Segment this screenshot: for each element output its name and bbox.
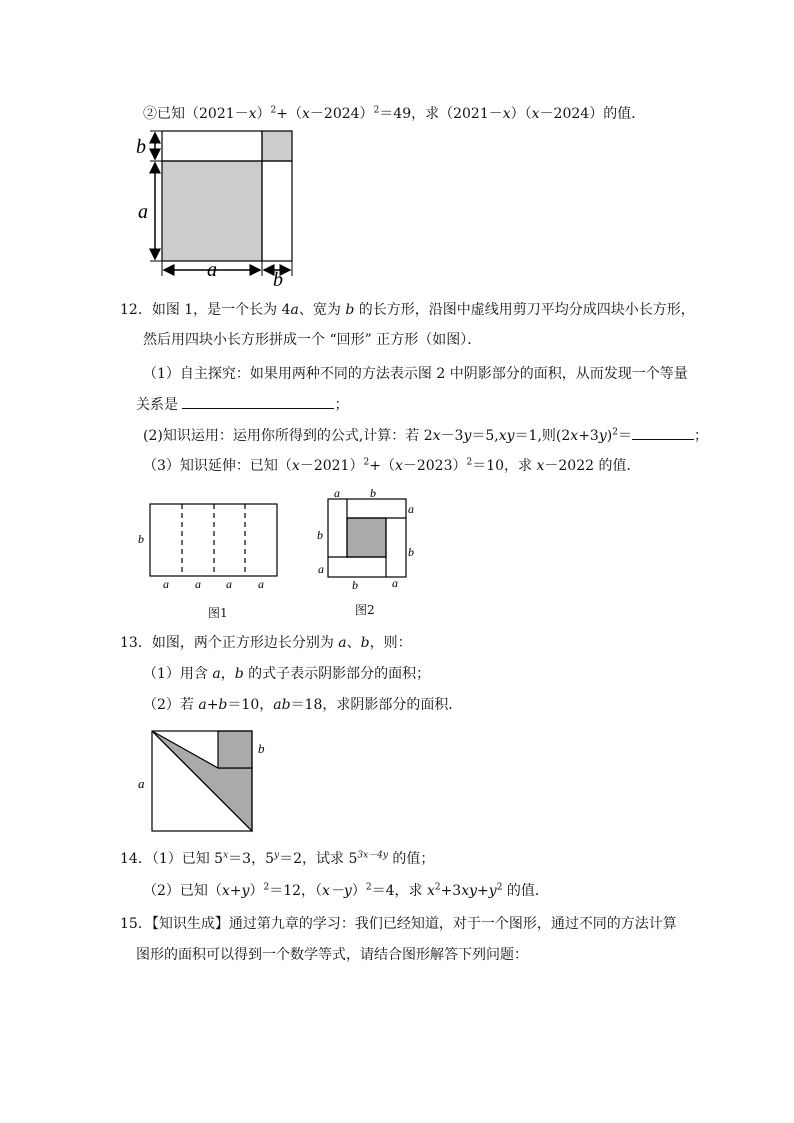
q13-line1: 13．如图，两个正方形边长分别为 a、b，则：	[120, 635, 412, 651]
fig1-label-a-1: a	[163, 577, 169, 591]
q13-label-a: a	[138, 776, 145, 791]
fig2-shaded-center	[347, 518, 386, 557]
fig1-label-a-4: a	[258, 577, 264, 591]
q15-line2: 图形的面积可以得到一个数学等式，请结合图形解答下列问题：	[136, 947, 528, 963]
q13-shaded-small-square	[218, 731, 252, 768]
fig2-label-right-b: b	[408, 545, 414, 559]
q14-part2: （2）已知$(x+y)^2=12$，$(x-y)^2=4$，求 $x^2+3xy+y^2$ 的值．	[143, 882, 549, 899]
q12-line2: 然后用四块小长方形拼成一个 “回形” 正方形（如图）．	[143, 332, 482, 348]
q12-part2: (2)知识运用：运用你所得到的公式,计算：若 2x－3y＝5,xy＝1,则$(2x+3y)^2=$ ；	[143, 425, 708, 446]
fig1-label-a-3: a	[226, 577, 232, 591]
fig2-label-bottom-b: b	[352, 578, 358, 592]
q11-label-a-bottom: a	[207, 259, 217, 281]
q12-figure-1	[134, 498, 284, 597]
q13-part2: （2）若 a+b＝10，ab＝18，求阴影部分的面积．	[143, 697, 463, 713]
q11-part2-text: ②已知$(2021-x)^2+(x-2024)^2=49$，求（2021－x）（x－2024）的值．	[143, 105, 646, 122]
fig2-label-bottom-a: a	[392, 576, 398, 590]
fig1-label-a-2: a	[195, 577, 201, 591]
q12-answer-blank-2[interactable]	[632, 425, 694, 440]
q11-right-rect	[262, 161, 292, 261]
q11-label-b-bottom: b	[273, 269, 283, 286]
q15-line1: 15．【知识生成】通过第九章的学习：我们已经知道，对于一个图形，通过不同的方法计算	[120, 916, 677, 932]
q11-shaded-small-square	[262, 131, 292, 161]
fig2-label-right-a: a	[408, 502, 414, 516]
fig2-label-left-a: a	[318, 562, 324, 576]
fig1-label-b: b	[138, 532, 144, 546]
q14-part1: 14．（1）已知 $5^x=3$，$5^y=2$，试求 $5^{3x-4y}$ 的值；	[120, 850, 435, 867]
q11-label-a-left: a	[138, 201, 148, 223]
q13-label-b: b	[258, 741, 265, 756]
q12-part1-line2: 关系是 ；	[136, 394, 348, 415]
q12-part3: （3）知识延伸：已知$(x-2021)^2+(x-2023)^2=10$，求 x－2022 的值．	[143, 457, 641, 474]
q12-figure-2	[312, 486, 422, 598]
q12-line1: 12．如图 1，是一个长为 4a、宽为 b 的长方形，沿图中虚线用剪刀平均分成四块小长方形，	[120, 302, 695, 318]
q12-answer-blank-1[interactable]	[182, 394, 334, 409]
fig2-caption: 图2	[355, 603, 375, 617]
q11-shaded-large-square	[162, 161, 262, 261]
fig1-caption: 图1	[208, 606, 228, 620]
fig2-label-top-b: b	[370, 486, 376, 500]
q13-figure	[132, 726, 282, 840]
fig2-label-top-a: a	[334, 486, 340, 500]
q12-part1-line1: （1）自主探究：如果用两种不同的方法表示图 2 中阴影部分的面积，从而发现一个等量	[143, 366, 688, 382]
q11-label-b-left: b	[136, 136, 146, 158]
q13-part1: （1）用含 a，b 的式子表示阴影部分的面积；	[143, 666, 431, 682]
q11-square-figure	[130, 126, 305, 290]
fig2-label-left-b: b	[317, 528, 323, 542]
q11-top-rect	[162, 131, 262, 161]
